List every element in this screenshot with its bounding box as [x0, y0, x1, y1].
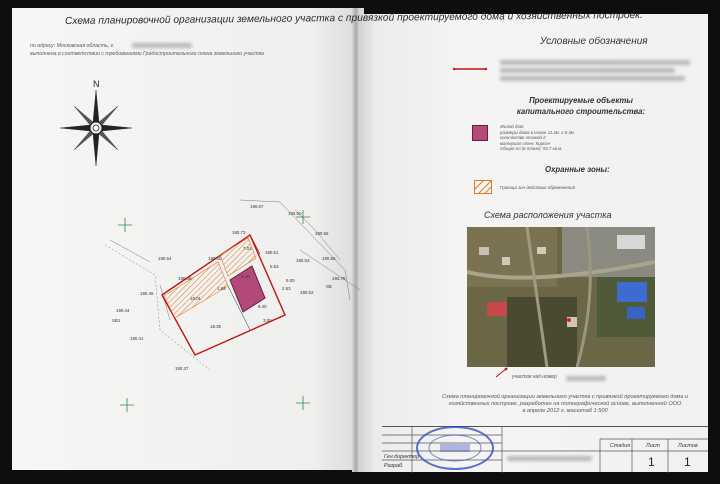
plan-label: 190.52 [300, 290, 314, 295]
company-stamp [416, 426, 494, 470]
sheets-count: 1 [684, 455, 691, 469]
legend-title: Условные обозначения [540, 36, 648, 47]
grid-cross-icon [120, 398, 134, 412]
house-line: количество этажей-2 [500, 135, 546, 140]
house-line: размеры дома в плане 11.2м. х 8.4м [500, 129, 574, 135]
plan-dimension: 3.00 [263, 318, 272, 323]
plan-label: 190.75 [332, 276, 346, 281]
plan-dimension: 5.00 [286, 278, 295, 283]
plan-label: 190.46 [140, 291, 154, 296]
redacted-text [500, 60, 690, 65]
plan-caption [420, 394, 710, 415]
caption-line: Схема планировочной организации земельного участка с привязкой проектируемого дома и [441, 394, 689, 400]
zone-hatch-symbol [474, 180, 492, 194]
plan-label: 190.44 [116, 308, 130, 313]
redacted-address [132, 43, 192, 48]
house-line: материал стен: Кирпич [500, 140, 551, 146]
location-heading: Схема расположения участка [484, 210, 612, 220]
redacted-text [500, 76, 685, 81]
redacted-cadastral-number [566, 376, 606, 381]
sheets-header: Листов [678, 443, 698, 449]
location-marker-label: участок кад.номер [512, 374, 557, 380]
grid-cross-icon [296, 210, 310, 224]
plan-label: 190.37 [175, 366, 189, 371]
house-line: Жилой дом: [500, 124, 525, 129]
stage-header: Стадия [610, 443, 631, 449]
plan-label: 190.56 [315, 231, 329, 236]
plan-label: 190.54 [158, 256, 172, 261]
zone-label: Граница зон действия обременений [500, 185, 576, 190]
plan-dimension: 18.35 [210, 324, 221, 329]
grid-cross-icon [118, 218, 132, 232]
plan-label: 190.55 [322, 256, 336, 261]
house-symbol [472, 125, 488, 141]
document-title: Схема планировочной организации земельного участка с привязкой проектируемого дома и хозяйственных построек. [64, 9, 643, 27]
zones-heading: Охранные зоны: [545, 165, 610, 174]
site-plan [100, 190, 370, 380]
plan-dimension: 1.63 [217, 286, 226, 291]
caption-line: хозяйственных построек, разработан на топографической основе, выполненной ООО [448, 401, 682, 407]
plan-label: 190.41 [130, 336, 144, 341]
plan-dimension: 7.01 [243, 246, 252, 251]
plan-label: SB1 [112, 318, 121, 323]
plan-dimension: 18.01 [190, 296, 201, 301]
sheet-header: Лист [646, 443, 660, 449]
plan-label: 190.67 [250, 204, 264, 209]
plan-label: 190.73 [232, 230, 246, 235]
aerial-photo [467, 227, 655, 367]
plan-dimension: 5.53 [270, 264, 279, 269]
redacted-text [500, 68, 675, 73]
director-label: Ген.директор [384, 454, 420, 460]
plan-label: 190.50 [208, 256, 222, 261]
plot-boundary-symbol [452, 64, 488, 74]
address-note: выполнена в соответствии с требованиями Градостроительного плана земельного участка [30, 51, 264, 57]
sheet-number: 1 [648, 455, 655, 469]
plan-label: 190.60 [288, 211, 302, 216]
plan-label: SB [326, 284, 332, 289]
plan-dimension: 8.40 [258, 304, 267, 309]
north-label: N [93, 79, 100, 89]
plan-label: 190.51 [265, 250, 279, 255]
plan-dimension: 5.40 [241, 274, 250, 279]
developer-label: Разраб. [384, 463, 404, 469]
address-line: по адресу: Московская область, г. [30, 43, 115, 49]
compass-rose-icon [58, 78, 134, 178]
plan-label: 190.53 [296, 258, 310, 263]
grid-cross-icon [296, 396, 310, 410]
redacted-text [507, 456, 592, 461]
projected-heading: Проектируемые объекты капитального строительства: [516, 96, 646, 116]
caption-line: в апреле 2012 г. масштаб 1:500 [522, 408, 608, 414]
house-line: Общая пл (в плане): 93.7 кв.м. [500, 146, 563, 151]
plan-dimension: 2.53 [282, 286, 291, 291]
plan-label: 190.48 [178, 276, 192, 281]
